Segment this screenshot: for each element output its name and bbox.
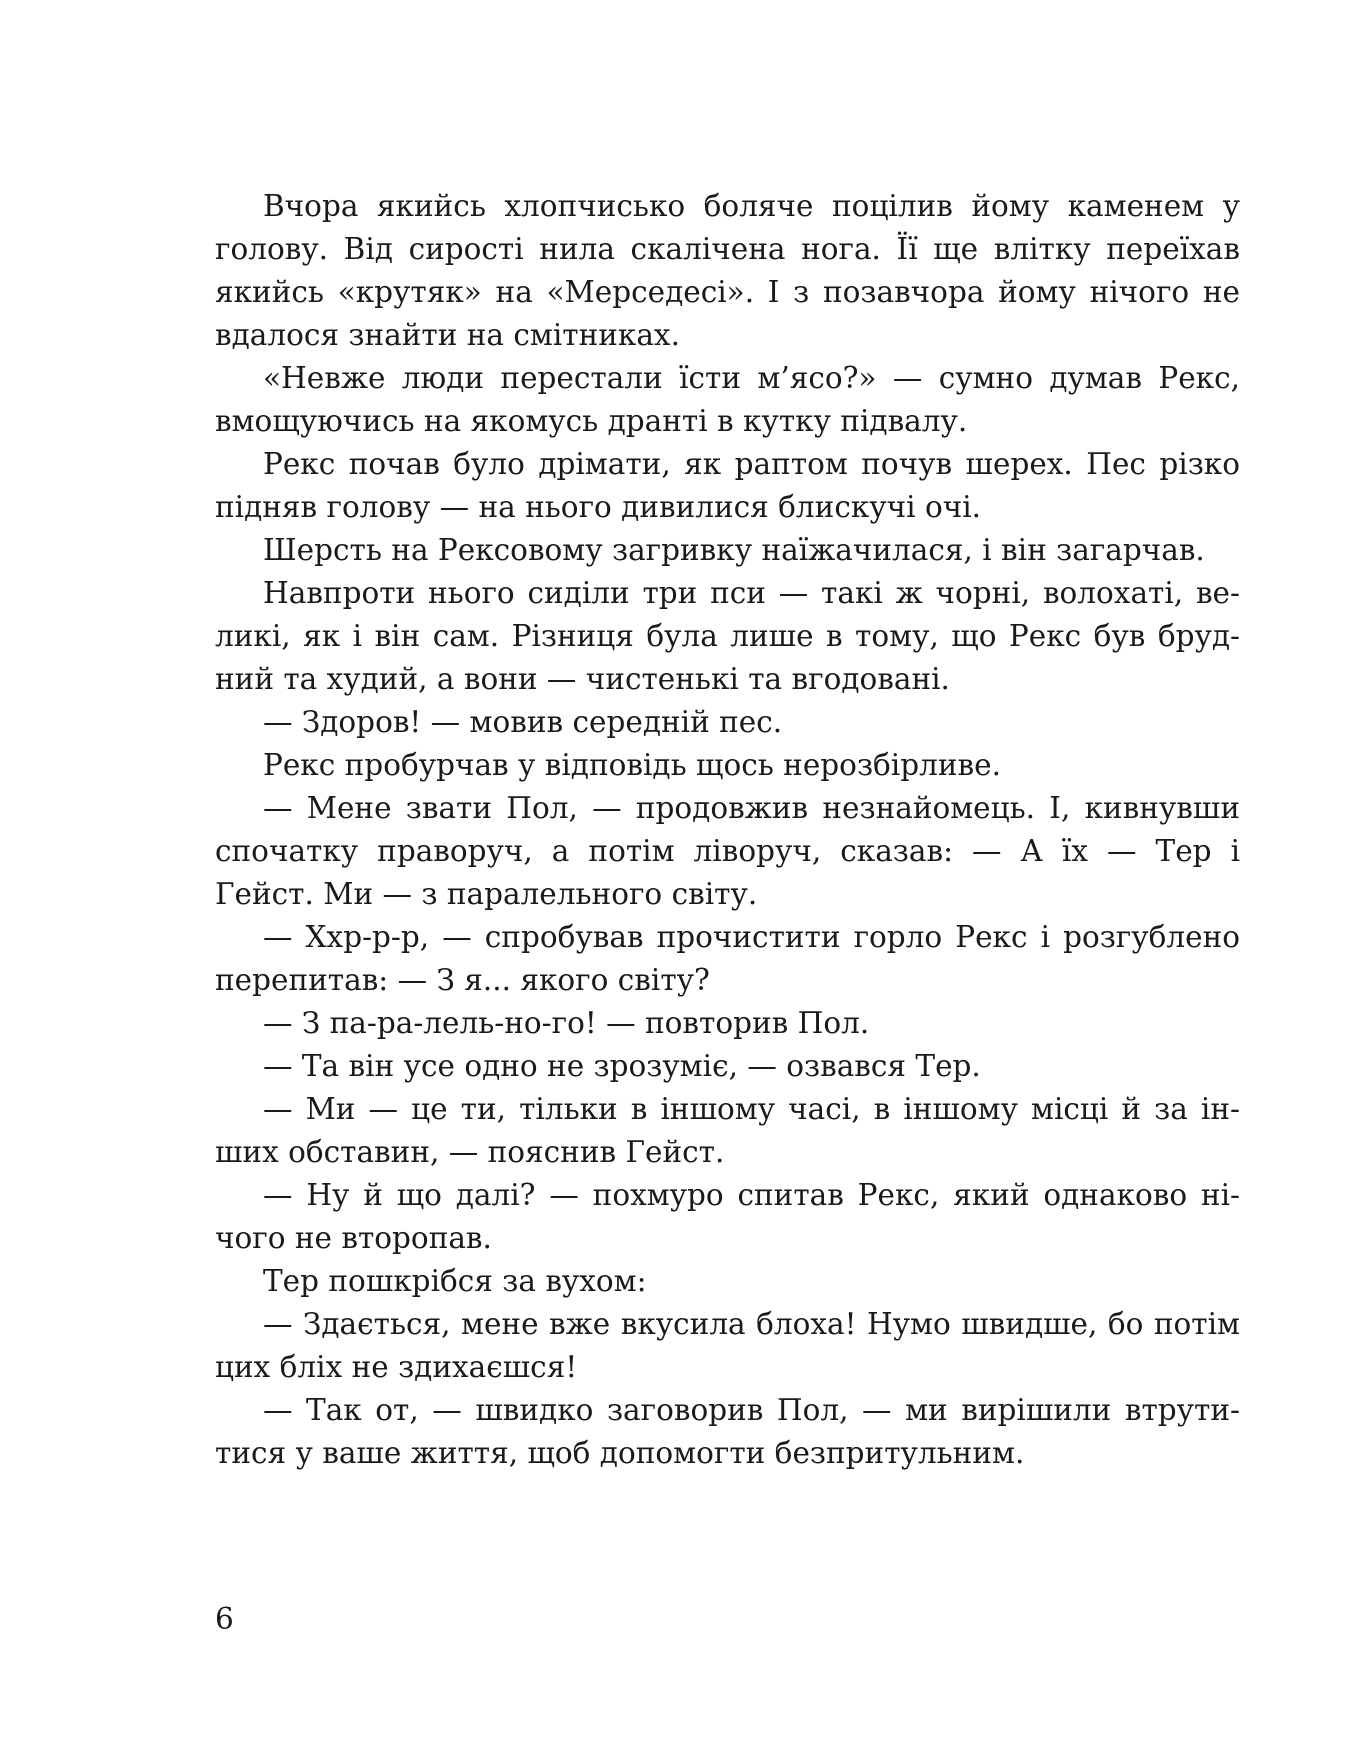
- paragraph: — З па-ра-лель-но-го! — повторив Пол.: [263, 1006, 870, 1040]
- paragraph: — Ми — це ти, тільки в іншому часі, в іншому місці й за інших обставин, — пояснив Гейст.: [215, 1092, 1240, 1169]
- paragraph: — Здоров! — мовив середній пес.: [263, 705, 783, 739]
- paragraph: — Так от, — швидко заговорив Пол, — ми вирішили втрутитися у ваше життя, щоб допомогти безпритульним.: [215, 1393, 1240, 1470]
- paragraph: — Мене звати Пол, — продовжив незнайомець. І, кивнувши спочатку праворуч, а потім ліворуч, сказав: — А їх — Тер і Гейст. Ми — з паралельного світу.: [215, 791, 1240, 911]
- paragraph: — Здається, мене вже вкусила блоха! Нумо швидше, бо потім цих бліх не здихаєшся!: [215, 1307, 1240, 1384]
- paragraph: — Ххр-р-р, — спробував прочистити горло Рекс і розгублено перепитав: — З я... якого світу?: [215, 920, 1240, 997]
- paragraph: Рекс почав було дрімати, як раптом почув шерех. Пес різко підняв голову — на нього дивилися блискучі очі.: [215, 447, 1240, 524]
- paragraph: Шерсть на Рексовому загривку наїжачилася, і він загарчав.: [263, 533, 1205, 567]
- page-number: 6: [215, 1602, 234, 1636]
- paragraph: Рекс пробурчав у відповідь щось нерозбірливе.: [263, 748, 1001, 782]
- paragraph: Навпроти нього сиділи три пси — такі ж чорні, волохаті, великі, як і він сам. Різниця була лише в тому, що Рекс був брудний та худий, а вони — чистенькі та вгодовані.: [215, 576, 1240, 696]
- paragraph: Тер пошкрібся за вухом:: [263, 1264, 647, 1298]
- paragraph: Вчора якийсь хлопчисько боляче поцілив йому каменем у голову. Від сирості нила скалічена нога. Її ще влітку переїхав якийсь «крутяк» на «Мерседесі». І з позавчора йому нічого не вдалося знайти на смітниках.: [215, 189, 1240, 352]
- paragraph: — Ну й що далі? — похмуро спитав Рекс, який однаково нічого не второпав.: [215, 1178, 1240, 1255]
- paragraph: — Та він усе одно не зрозуміє, — озвався Тер.: [263, 1049, 981, 1083]
- paragraph: «Невже люди перестали їсти м’ясо?» — сумно думав Рекс, вмощуючись на якомусь дранті в кутку підвалу.: [215, 361, 1240, 438]
- body-text: [215, 185, 1240, 1475]
